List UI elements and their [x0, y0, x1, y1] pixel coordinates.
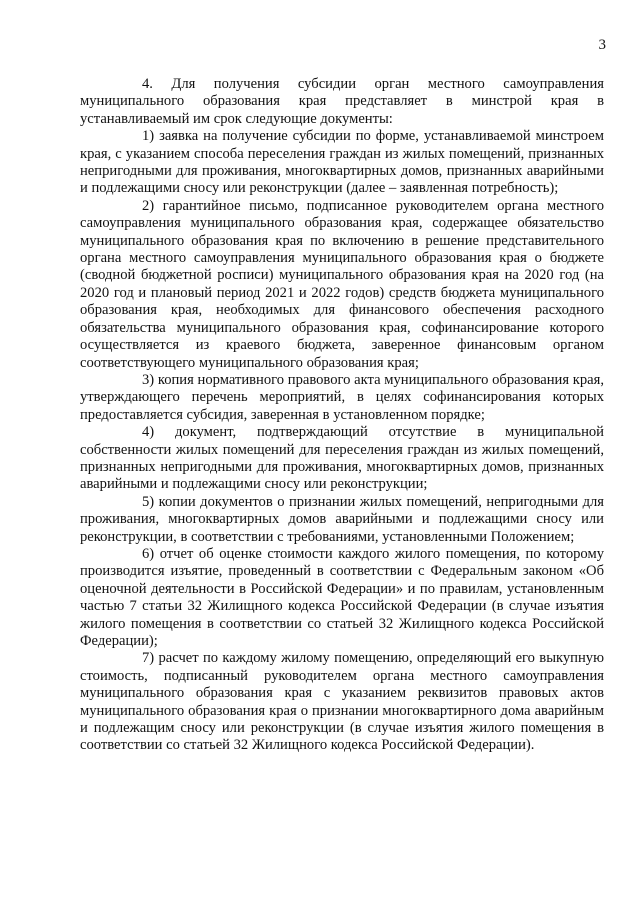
paragraph-4-intro: 4. Для получения субсидии орган местного самоуправления муниципального образования края представляет в минстрой края в устанавливаемый им срок следующие документы: — [80, 76, 604, 127]
list-item-2: 2) гарантийное письмо, подписанное руководителем органа местного самоуправления муниципального образования края, содержащее обязательство муниципального образования края по включению в решение представительного органа местного самоуправления муниципального образования края о бюджете (сводной бюджетной росписи) муниципального образования края на 2020 год (на 2020 год и плановый период 2021 и 2022 годов) средств бюджета муниципального образования края, необходимых для финансового обеспечения расходного обязательства муниципального образования края, софинансирование которого осуществляется из краевого бюджета, заверенное финансовым органом соответствующего муниципального образования края; — [80, 197, 604, 371]
list-item-3: 3) копия нормативного правового акта муниципального образования края, утверждающего перечень мероприятий, в целях софинансирования которых предоставляется субсидия, заверенная в установленном порядке; — [80, 371, 604, 423]
document-body — [80, 76, 604, 755]
list-item-5: 5) копии документов о признании жилых помещений, непригодными для проживания, многоквартирных домов аварийными и подлежащими сносу или реконструкции, в соответствии с требованиями, установленными Положением; — [80, 493, 604, 545]
list-item-6: 6) отчет об оценке стоимости каждого жилого помещения, по которому производится изъятие, проведенный в соответствии с Федеральным законом «Об оценочной деятельности в Российской Федерации» и по правилам, установленным частью 7 статьи 32 Жилищного кодекса Российской Федерации (в случае изъятия жилого помещения в соответствии со статьей 32 Жилищного кодекса Российской Федерации); — [80, 545, 604, 649]
list-item-4: 4) документ, подтверждающий отсутствие в муниципальной собственности жилых помещений для переселения граждан из жилых помещений, признанных непригодными для проживания, многоквартирных домов, признанных аварийными и подлежащими сносу или реконструкции; — [80, 424, 604, 493]
page-number: 3 — [598, 37, 606, 53]
list-item-1: 1) заявка на получение субсидии по форме, устанавливаемой минстроем края, с указанием способа переселения граждан из жилых помещений, признанных непригодными для проживания, многоквартирных домов, признанных аварийными и подлежащими сносу или реконструкции (далее – заявленная потребность); — [80, 128, 604, 197]
list-item-7: 7) расчет по каждому жилому помещению, определяющий его выкупную стоимость, подписанный руководителем органа местного самоуправления муниципального образования края с указанием реквизитов правовых актов муниципального образования края о признании многоквартирного дома аварийным и подлежащим сносу или реконструкции (в случае изъятия жилого помещения в соответствии со статьей 32 Жилищного кодекса Российской Федерации). — [80, 650, 604, 754]
